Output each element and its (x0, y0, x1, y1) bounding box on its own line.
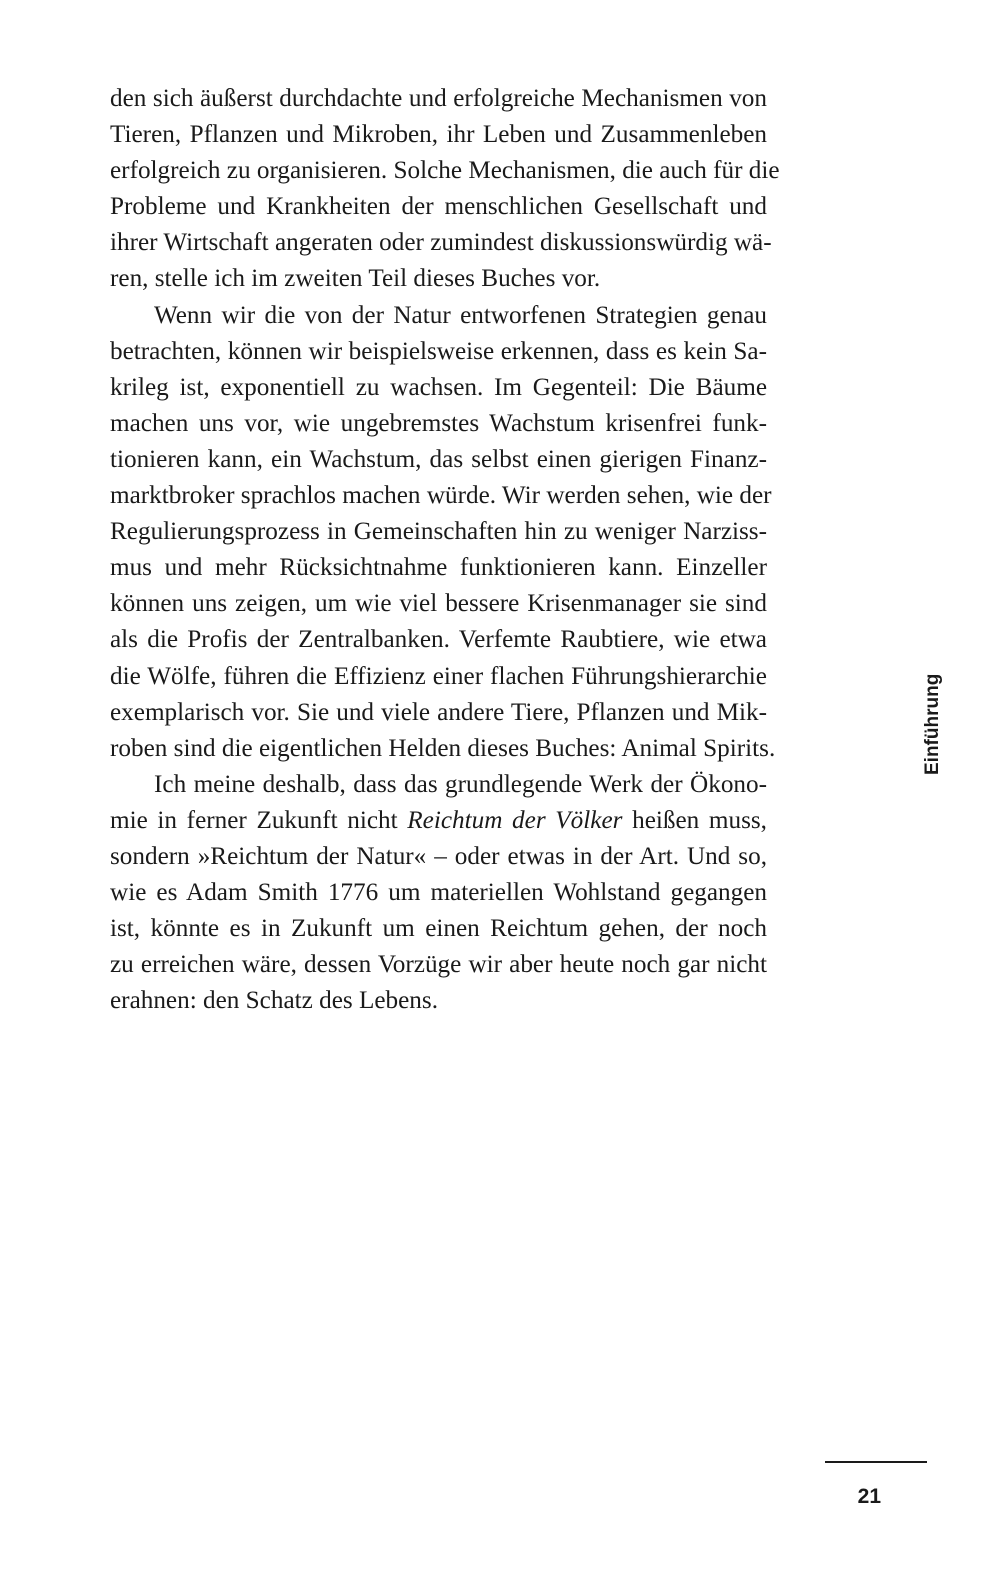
text-line: die Wölfe, führen die Effizienz einer flachen Führungshierarchie (110, 662, 767, 690)
text-line: tionieren kann, ein Wachstum, das selbst einen gierigen Finanz- (110, 445, 767, 473)
text-line: ist, könnte es in Zukunft um einen Reichtum gehen, der noch (110, 915, 767, 943)
text-line: wie es Adam Smith 1776 um materiellen Wohlstand gegangen (110, 879, 767, 907)
text-line: den sich äußerst durchdachte und erfolgreiche Mechanismen von (110, 85, 767, 112)
text-line: sondern »Reichtum der Natur« – oder etwas in der Art. Und so, (110, 842, 767, 870)
text-line: Ich meine deshalb, dass das grundlegende Werk der Ökono- (154, 770, 767, 798)
text-line: erfolgreich zu organisieren. Solche Mechanismen, die auch für die (110, 157, 780, 185)
text-line: können uns zeigen, um wie viel bessere Krisenmanager sie sind (110, 590, 767, 618)
text-line: marktbroker sprachlos machen würde. Wir werden sehen, wie der (110, 482, 772, 510)
text-line: betrachten, können wir beispielsweise erkennen, dass es kein Sa- (110, 337, 767, 365)
text-line: Regulierungsprozess in Gemeinschaften hin zu weniger Narziss- (110, 518, 767, 546)
book-title-italic: Reichtum der Völker (407, 806, 623, 834)
text-line: mus und mehr Rücksichtnahme funktionieren kann. Einzeller (110, 554, 767, 582)
text-line: Tieren, Pflanzen und Mikroben, ihr Leben und Zusammenleben (110, 121, 767, 149)
text-line: Probleme und Krankheiten der menschlichen Gesellschaft und (110, 193, 767, 221)
text-line: roben sind die eigentlichen Helden dieses Buches: Animal Spirits. (110, 734, 776, 762)
page-number: 21 (857, 1485, 881, 1508)
text-line: krileg ist, exponentiell zu wachsen. Im Gegenteil: Die Bäume (110, 373, 767, 401)
text-line: ihrer Wirtschaft angeraten oder zumindest diskussionswürdig wä- (110, 229, 772, 257)
text-line: als die Profis der Zentralbanken. Verfemte Raubtiere, wie etwa (110, 626, 767, 654)
text-line: Wenn wir die von der Natur entworfenen Strategien genau (154, 301, 767, 329)
text-line: exemplarisch vor. Sie und viele andere Tiere, Pflanzen und Mik- (110, 698, 767, 726)
chapter-side-label: Einführung (922, 673, 943, 775)
text-line: machen uns vor, wie ungebremstes Wachstum krisenfrei funk- (110, 409, 767, 437)
text-run: heißen muss, (622, 806, 767, 834)
text-run: mie in ferner Zukunft nicht (110, 806, 408, 834)
text-line: ren, stelle ich im zweiten Teil dieses Buches vor. (110, 265, 601, 293)
text-line: erahnen: den Schatz des Lebens. (110, 987, 439, 1015)
text-line-with-title (110, 803, 767, 839)
footer-rule (825, 1461, 927, 1463)
text-line: zu erreichen wäre, dessen Vorzüge wir aber heute noch gar nicht (110, 951, 767, 979)
body-text (110, 81, 780, 1019)
